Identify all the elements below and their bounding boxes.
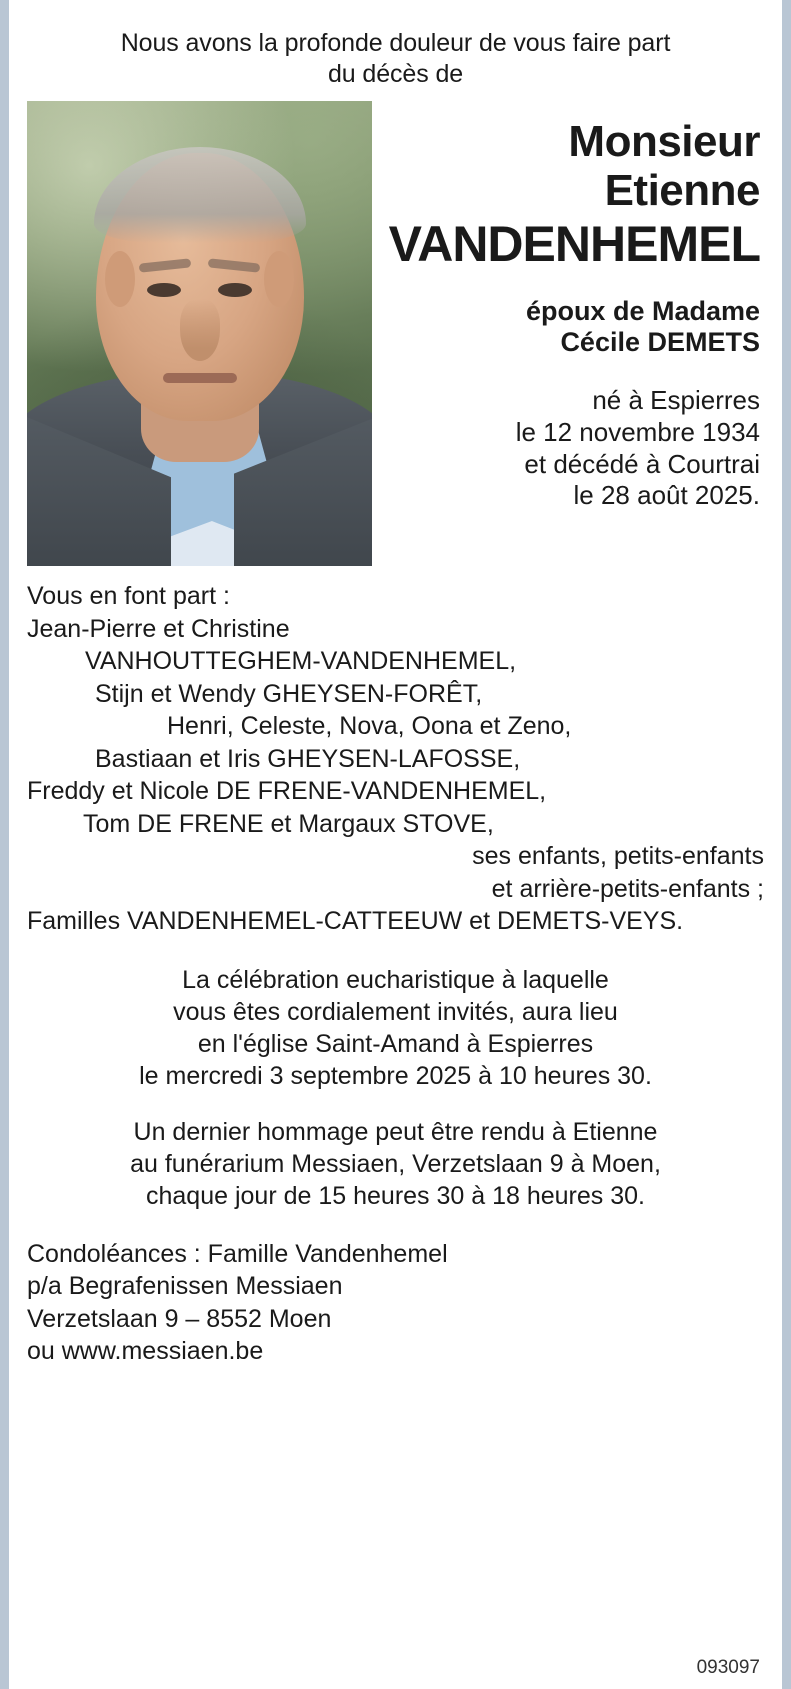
deceased-first-name: Etienne	[604, 166, 760, 216]
tribute-paragraph	[27, 1116, 764, 1212]
birth-place: né à Espierres	[592, 385, 760, 416]
intro-text	[27, 10, 764, 95]
death-place: et décédé à Courtrai	[524, 448, 760, 479]
reference-number: 093097	[696, 1657, 760, 1678]
condolences-website[interactable]: ou www.messiaen.be	[27, 1337, 264, 1365]
ceremony-line: le mercredi 3 septembre 2025 à 10 heures 30.	[139, 1061, 652, 1090]
condolences-line: p/a Begrafenissen Messiaen	[27, 1272, 343, 1300]
lifespan-info	[386, 385, 760, 512]
spouse-info	[386, 296, 760, 360]
family-line: ses enfants, petits-enfants	[472, 842, 764, 870]
ceremony-line: La célébration eucharistique à laquelle	[182, 965, 609, 994]
tribute-line: chaque jour de 15 heures 30 à 18 heures 30.	[146, 1181, 645, 1210]
photo-eye-left	[147, 283, 181, 297]
tribute-line: Un dernier hommage peut être rendu à Etienne	[133, 1117, 658, 1146]
intro-line-1: Nous avons la profonde douleur de vous faire part	[120, 29, 671, 57]
condolences-block	[27, 1238, 764, 1368]
spouse-line-1: époux de Madame	[525, 295, 760, 326]
deceased-portrait-photo	[27, 101, 372, 566]
intro-line-2: du décès de	[327, 59, 464, 88]
deceased-title: Monsieur	[568, 117, 760, 166]
ceremony-paragraph	[27, 964, 764, 1092]
family-line: VANHOUTTEGHEM-VANDENHEMEL,	[85, 647, 517, 675]
deceased-details	[386, 101, 764, 512]
family-line: Jean-Pierre et Christine	[27, 614, 290, 643]
ceremony-line: en l'église Saint-Amand à Espierres	[197, 1029, 594, 1058]
family-line: Familles VANDENHEMEL-CATTEEUW et DEMETS-VEYS.	[27, 907, 684, 935]
ceremony-line: vous êtes cordialement invités, aura lieu	[173, 997, 618, 1026]
family-line: Henri, Celeste, Nova, Oona et Zeno,	[167, 712, 572, 740]
tribute-line: au funérarium Messiaen, Verzetslaan 9 à Moen,	[130, 1149, 661, 1178]
photo-ear-left	[105, 251, 135, 307]
spouse-line-2: Cécile DEMETS	[560, 327, 760, 358]
deceased-last-name: VANDENHEMEL	[388, 215, 760, 272]
family-line: Tom DE FRENE et Margaux STOVE,	[83, 809, 494, 838]
photo-nose	[180, 299, 220, 361]
death-date: le 28 août 2025.	[573, 480, 760, 511]
photo-ear-right	[264, 251, 294, 307]
condolences-line: Verzetslaan 9 – 8552 Moen	[27, 1304, 332, 1333]
family-heading: Vous en font part :	[27, 582, 230, 610]
birth-date: le 12 novembre 1934	[515, 416, 760, 447]
photo-eye-right	[218, 283, 252, 297]
family-announcement	[27, 580, 764, 938]
family-line: Freddy et Nicole DE FRENE-VANDENHEMEL,	[27, 777, 547, 805]
family-line: Bastiaan et Iris GHEYSEN-LAFOSSE,	[95, 744, 521, 773]
family-line: Stijn et Wendy GHEYSEN-FORÊT,	[95, 679, 483, 708]
family-line: et arrière-petits-enfants ;	[491, 874, 764, 903]
photo-mouth	[163, 373, 237, 383]
hero-section	[27, 101, 764, 566]
condolences-line: Condoléances : Famille Vandenhemel	[27, 1239, 448, 1268]
deceased-name	[386, 101, 760, 272]
